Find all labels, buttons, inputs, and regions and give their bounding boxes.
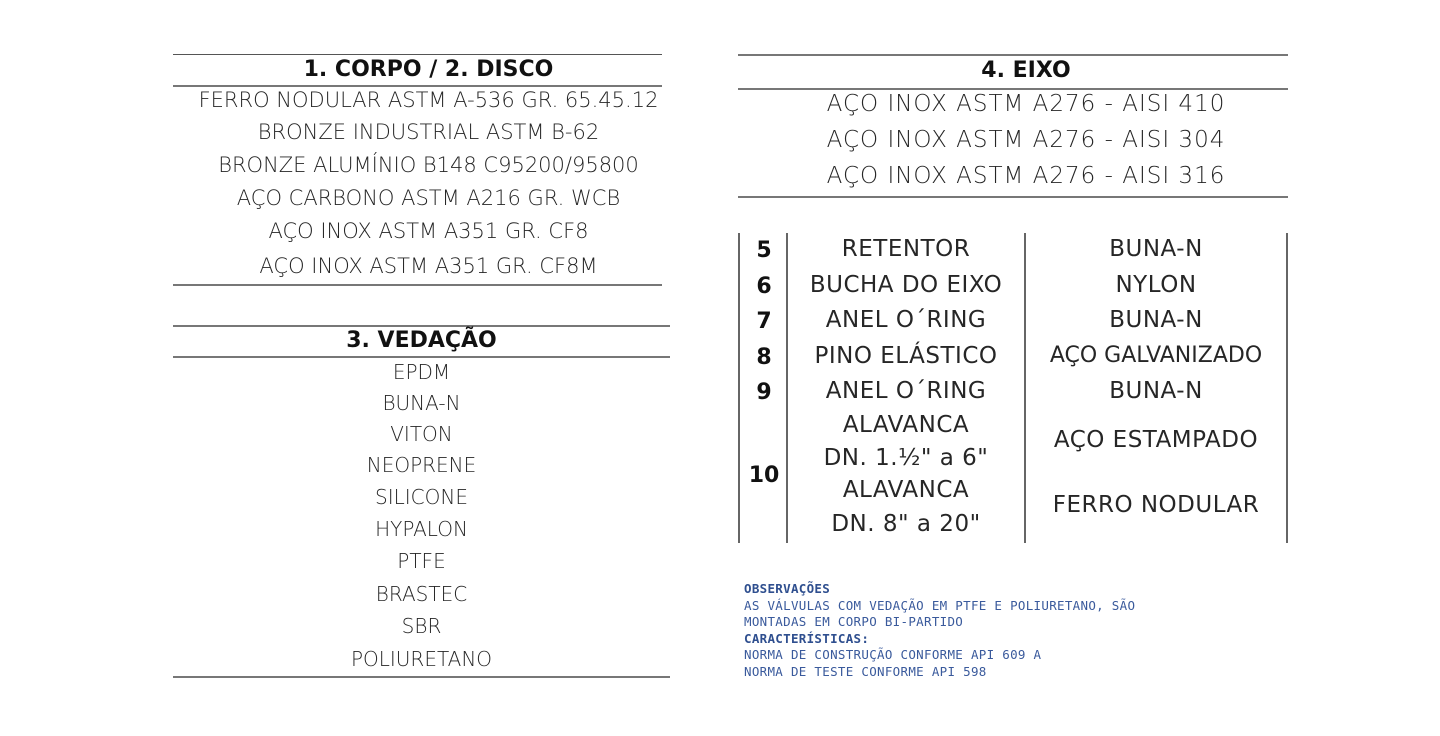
part-material: AÇO ESTAMPADO: [1053, 427, 1259, 453]
divider: [738, 88, 1288, 90]
corpo-material-item: FERRO NODULAR ASTM A-536 GR. 65.45.12: [198, 88, 659, 112]
part-name: BUCHA DO EIXO: [809, 272, 1003, 298]
notes-block: [744, 581, 1135, 680]
part-number: 5: [756, 238, 772, 263]
corpo-disco-title: 1. CORPO / 2. DISCO: [303, 57, 554, 82]
corpo-material-item: BRONZE ALUMÍNIO B148 C95200/95800: [218, 153, 639, 177]
part-number: 7: [756, 309, 772, 334]
divider: [173, 85, 662, 87]
divider: [173, 676, 670, 678]
part-name: RETENTOR: [841, 236, 971, 262]
divider: [738, 54, 1288, 56]
vedacao-item: PTFE: [397, 549, 446, 573]
caracteristicas-text: NORMA DE CONSTRUÇÃO CONFORME API 609 A: [744, 647, 1042, 662]
observacoes-text: AS VÁLVULAS COM VEDAÇÃO EM PTFE E POLIURETANO, SÃO: [744, 597, 1136, 613]
table-border: [1286, 233, 1288, 543]
part-material: BUNA-N: [1109, 378, 1203, 404]
vedacao-item: HYPALON: [375, 517, 468, 541]
part-number: 6: [756, 274, 772, 299]
divider: [738, 196, 1288, 198]
eixo-material-item: AÇO INOX ASTM A276 - AISI 304: [826, 127, 1226, 153]
part-name: ALAVANCA: [842, 477, 970, 503]
vedacao-item: NEOPRENE: [366, 453, 477, 477]
part-material: BUNA-N: [1109, 307, 1203, 333]
observacoes-text: MONTADAS EM CORPO BI-PARTIDO: [744, 614, 964, 629]
eixo-title: 4. EIXO: [981, 58, 1071, 83]
part-material: BUNA-N: [1109, 236, 1203, 262]
part-size-range: DN. 8" a 20": [831, 511, 981, 537]
caracteristicas-text: NORMA DE TESTE CONFORME API 598: [744, 663, 987, 679]
observacoes-label: OBSERVAÇÕES: [744, 581, 831, 596]
divider: [173, 284, 662, 286]
part-number: 9: [756, 380, 772, 405]
caracteristicas-label: CARACTERÍSTICAS:: [744, 630, 870, 646]
vedacao-item: POLIURETANO: [350, 647, 493, 671]
vedacao-title: 3. VEDAÇÃO: [346, 328, 497, 353]
vedacao-item: VITON: [390, 422, 453, 446]
part-material: AÇO GALVANIZADO: [1049, 343, 1263, 368]
part-material: NYLON: [1115, 272, 1197, 298]
vedacao-item: SBR: [401, 614, 442, 638]
corpo-material-item: AÇO INOX ASTM A351 GR. CF8: [268, 219, 589, 243]
vedacao-item: EPDM: [392, 360, 451, 384]
eixo-material-item: AÇO INOX ASTM A276 - AISI 410: [826, 91, 1226, 117]
part-name: ANEL O´RING: [825, 307, 987, 333]
vedacao-item: SILICONE: [375, 485, 468, 509]
corpo-material-item: AÇO CARBONO ASTM A216 GR. WCB: [236, 186, 621, 210]
corpo-material-item: AÇO INOX ASTM A351 GR. CF8M: [259, 254, 598, 278]
part-number: 10: [748, 463, 780, 488]
divider: [173, 54, 662, 55]
part-name: ANEL O´RING: [825, 378, 987, 404]
vedacao-item: BRASTEC: [375, 582, 468, 606]
part-size-range: DN. 1.½" a 6": [823, 445, 989, 471]
corpo-material-item: BRONZE INDUSTRIAL ASTM B-62: [257, 120, 600, 144]
vedacao-item: BUNA-N: [382, 391, 461, 415]
part-name: ALAVANCA: [842, 412, 970, 438]
divider: [173, 356, 670, 358]
part-name: PINO ELÁSTICO: [814, 343, 998, 369]
part-material: FERRO NODULAR: [1052, 492, 1260, 518]
part-number: 8: [756, 345, 772, 370]
divider: [173, 325, 670, 327]
eixo-material-item: AÇO INOX ASTM A276 - AISI 316: [826, 163, 1226, 189]
